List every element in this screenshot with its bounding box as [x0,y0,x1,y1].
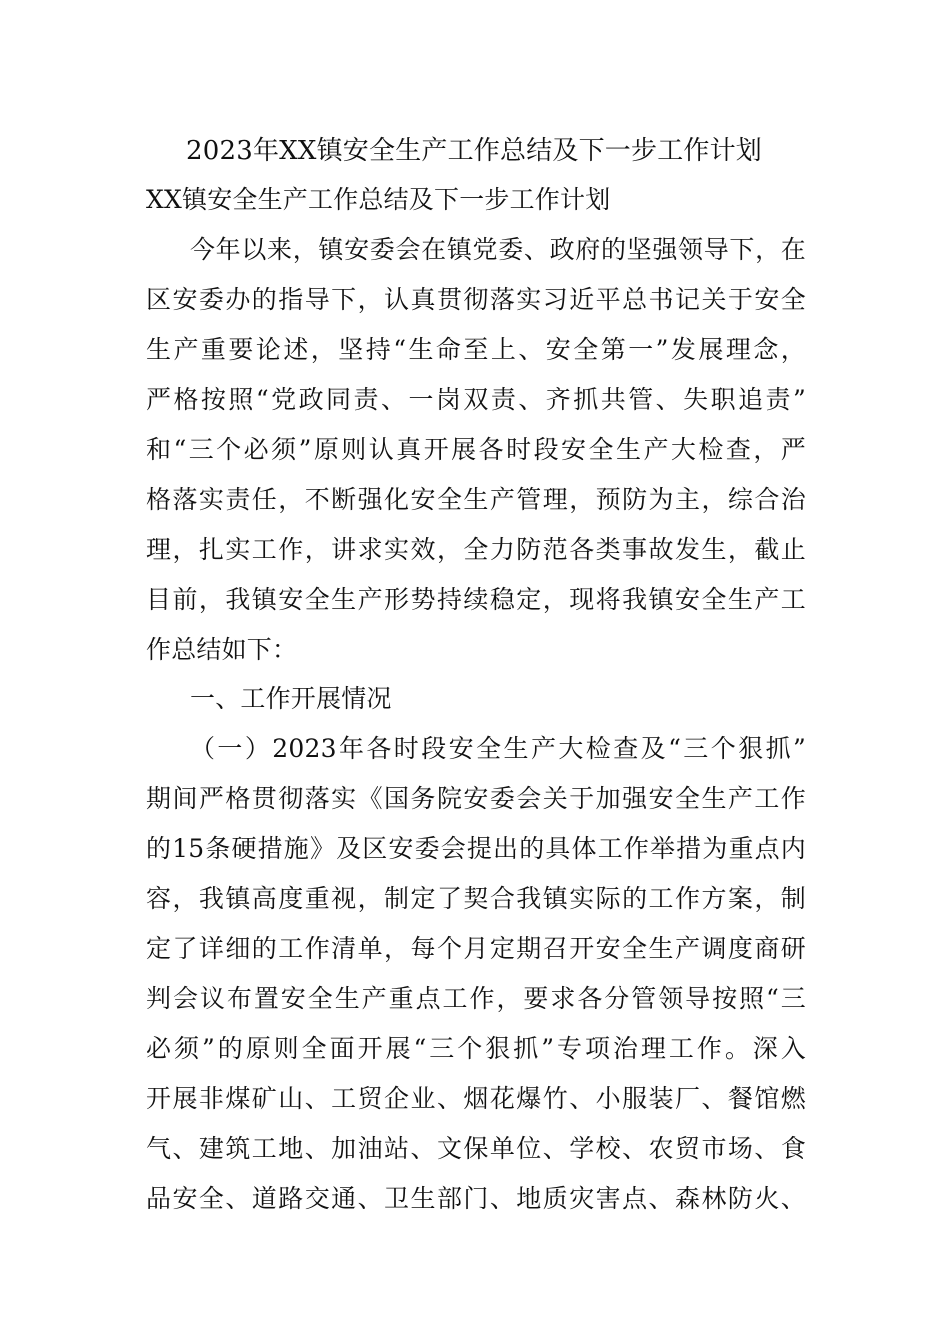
document-subtitle: XX镇安全生产工作总结及下一步工作计划 [146,185,611,214]
body-line: 区安委办的指导下，认真贯彻落实习近平总书记关于安全 [146,285,806,314]
body-line: 目前，我镇安全生产形势持续稳定，现将我镇安全生产工 [146,585,806,614]
body-line: 今年以来，镇安委会在镇党委、政府的坚强领导下，在 [190,235,806,264]
body-line: 期间严格贯彻落实《国务院安委会关于加强安全生产工作 [146,784,806,813]
body-line: 开展非煤矿山、工贸企业、烟花爆竹、小服装厂、餐馆燃 [146,1084,806,1113]
body-line: 的15条硬措施》及区安委会提出的具体工作举措为重点内 [146,834,806,863]
body-line: 和“三个必须”原则认真开展各时段安全生产大检查，严 [146,435,806,464]
body-line: 判会议布置安全生产重点工作，要求各分管领导按照“三 [146,984,806,1013]
document-title: 2023年XX镇安全生产工作总结及下一步工作计划 [186,136,762,166]
body-line: 生产重要论述，坚持“生命至上、安全第一”发展理念， [146,335,806,364]
body-line: 定了详细的工作清单，每个月定期召开安全生产调度商研 [146,934,806,963]
body-line: 理，扎实工作，讲求实效，全力防范各类事故发生，截止 [146,535,806,564]
body-line: 容，我镇高度重视，制定了契合我镇实际的工作方案，制 [146,884,806,913]
subsection-heading-line: （一）2023年各时段安全生产大检查及“三个狠抓” [190,734,806,763]
body-line: 品安全、道路交通、卫生部门、地质灾害点、森林防火、 [146,1184,806,1213]
body-line: 作总结如下： [146,635,298,664]
section-heading: 一、工作开展情况 [190,684,392,713]
body-line: 气、建筑工地、加油站、文保单位、学校、农贸市场、食 [146,1134,806,1163]
body-line: 格落实责任，不断强化安全生产管理，预防为主，综合治 [146,485,806,514]
body-line: 必须”的原则全面开展“三个狠抓”专项治理工作。深入 [146,1034,806,1063]
body-line: 严格按照“党政同责、一岗双责、齐抓共管、失职追责” [146,385,806,414]
